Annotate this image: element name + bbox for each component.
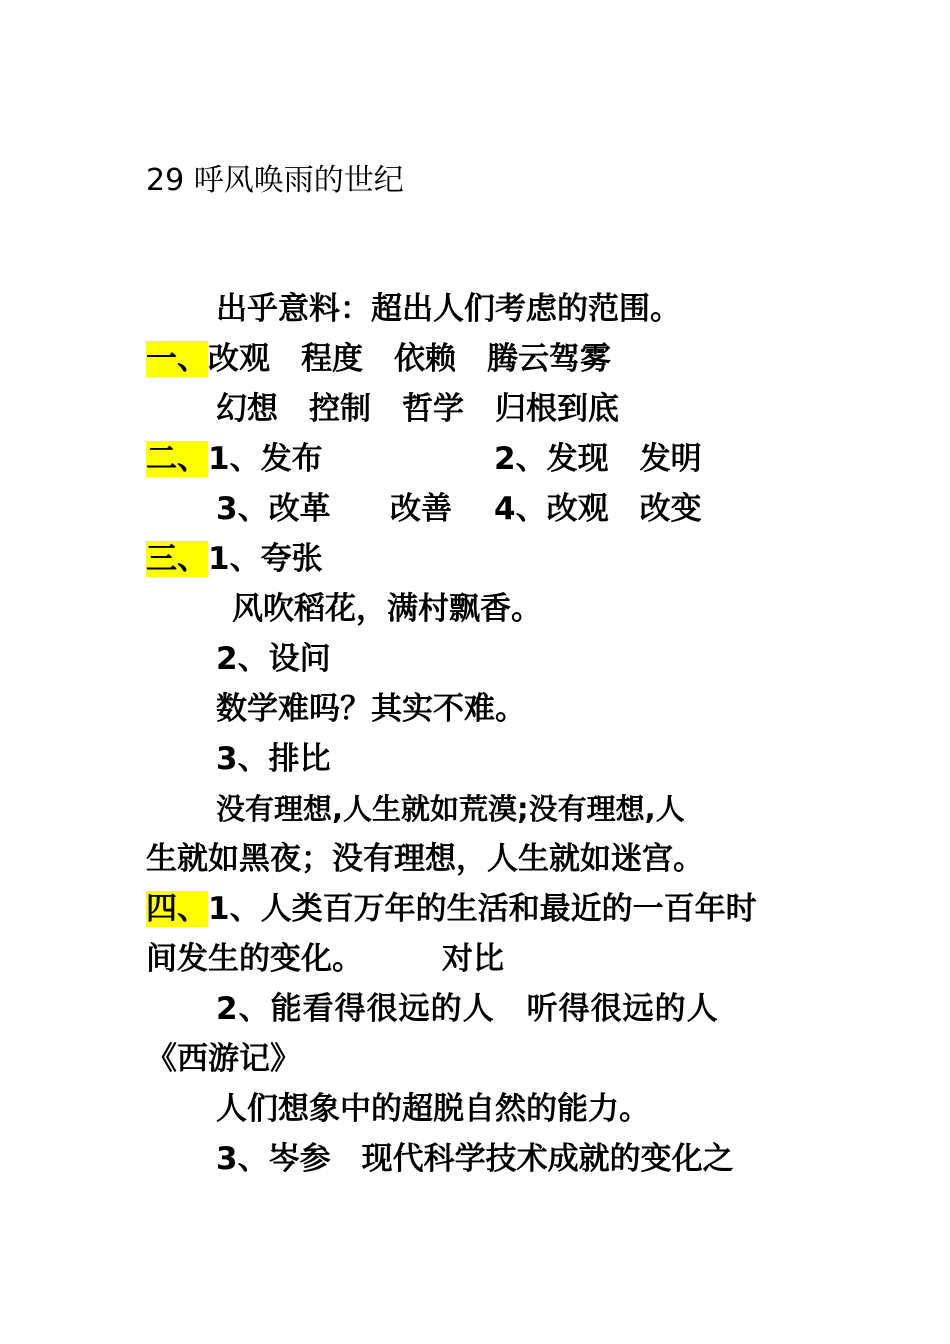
- line-6: 三、1、夸张: [146, 541, 323, 577]
- line-2: 一、改观 程度 依赖 腾云驾雾: [146, 341, 611, 377]
- line-16: 《西游记》: [146, 1041, 301, 1077]
- line-8: 2、设问: [216, 641, 331, 677]
- line-17: 人们想象中的超脱自然的能力。: [216, 1091, 650, 1127]
- section-marker-4: 四、: [146, 891, 208, 927]
- line-10: 3、排比: [216, 741, 331, 777]
- section-marker-2: 二、: [146, 441, 208, 477]
- line-4: 二、1、发布 2、发现 发明: [146, 441, 702, 477]
- line-15: 2、能看得很远的人 听得很远的人: [216, 991, 719, 1027]
- line-9: 数学难吗？其实不难。: [216, 691, 526, 727]
- line-13: 四、1、人类百万年的生活和最近的一百年时: [146, 891, 757, 927]
- line-1: 出乎意料：超出人们考虑的范围。: [216, 291, 681, 327]
- line-3: 幻想 控制 哲学 归根到底: [216, 391, 619, 427]
- document-title: 29 呼风唤雨的世纪: [146, 163, 404, 198]
- line-7: 风吹稻花，满村飘香。: [232, 591, 542, 627]
- line-12: 生就如黑夜；没有理想，人生就如迷宫。: [146, 841, 704, 877]
- section-marker-3: 三、: [146, 541, 208, 577]
- line-14: 间发生的变化。 对比: [146, 941, 504, 977]
- section-marker-1: 一、: [146, 341, 208, 377]
- line-5: 3、改革 改善 4、改观 改变: [216, 491, 702, 527]
- line-18: 3、岑参 现代科学技术成就的变化之: [216, 1141, 734, 1177]
- line-11: 没有理想,人生就如荒漠;没有理想,人: [216, 792, 685, 826]
